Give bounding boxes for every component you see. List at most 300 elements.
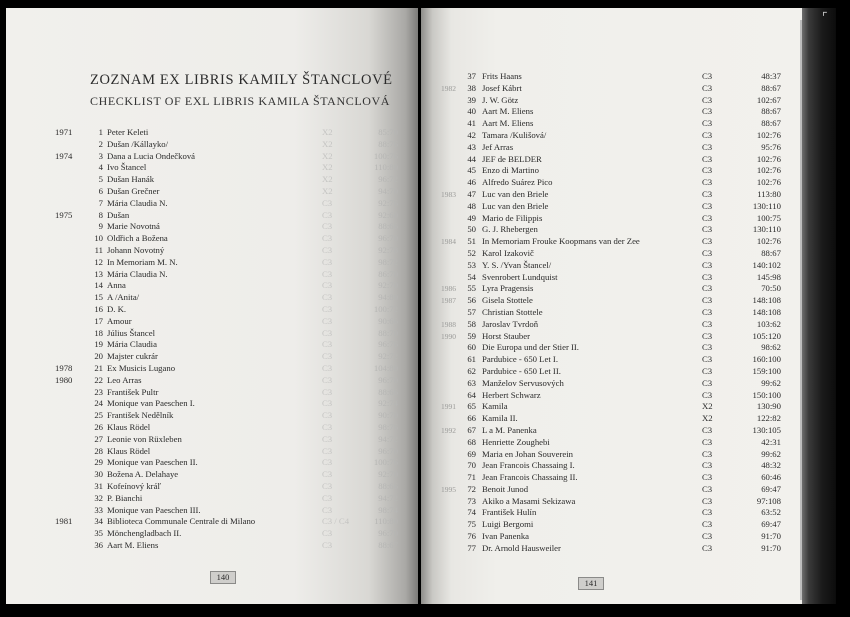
row-name: Jean Francois Chassaing II.: [482, 472, 578, 483]
row-technique: C3: [702, 460, 713, 471]
row-size: 91:70: [761, 531, 781, 542]
row-size: 130:90: [756, 401, 781, 412]
row-size: 150:100: [752, 389, 781, 400]
row-number: 56: [467, 295, 476, 306]
row-size: 91:70: [761, 542, 781, 553]
row-name: In Memoriam M. N.: [107, 256, 178, 267]
row-technique: C3: [702, 165, 713, 176]
row-technique: C3: [702, 200, 713, 211]
row-name: Ivan Panenka: [482, 531, 530, 542]
row-number: 50: [467, 224, 476, 235]
row-name: Božena A. Delahaye: [107, 469, 179, 480]
row-size: 140:102: [752, 259, 781, 270]
row-number: 15: [94, 292, 103, 303]
row-technique: C3: [322, 386, 333, 397]
row-number: 49: [467, 212, 476, 223]
row-size: 102:76: [756, 177, 781, 188]
row-technique: C3: [702, 129, 713, 140]
row-number: 68: [467, 436, 476, 447]
row-number: 8: [98, 209, 103, 220]
row-name: Amour: [107, 315, 132, 326]
checklist-row: [6, 304, 418, 316]
row-name: Henriette Zoughebi: [482, 436, 550, 447]
row-number: 28: [94, 445, 103, 456]
row-name: Mönchengladbach II.: [107, 528, 182, 539]
row-size: 88:67: [761, 82, 781, 93]
checklist-row: [421, 106, 802, 118]
row-year: 1980: [55, 374, 73, 385]
row-name: Kamila II.: [482, 413, 518, 424]
row-size: 99:62: [761, 377, 781, 388]
checklist-row: [6, 387, 418, 399]
row-technique: C3: [702, 106, 713, 117]
row-size: 96:76: [378, 339, 398, 350]
row-number: 57: [467, 306, 476, 317]
checklist-row: [421, 460, 802, 472]
checklist-row: [6, 127, 418, 139]
row-number: 72: [467, 483, 476, 494]
row-name: Leonie von Rüxleben: [107, 433, 182, 444]
row-number: 69: [467, 448, 476, 459]
row-technique: C3: [322, 362, 333, 373]
row-technique: C3: [322, 398, 333, 409]
row-size: 88:66: [378, 480, 398, 491]
checklist-left: [6, 127, 418, 552]
row-number: 59: [467, 330, 476, 341]
row-size: 94:72: [378, 433, 398, 444]
row-year: 1982: [441, 83, 456, 93]
row-technique: C3: [702, 118, 713, 129]
row-number: 6: [98, 185, 103, 196]
row-size: 96:70: [378, 445, 398, 456]
row-number: 53: [467, 259, 476, 270]
left-page: [6, 8, 418, 604]
row-name: Aart M. Eliens: [482, 118, 534, 129]
row-size: 88:70: [378, 327, 398, 338]
row-size: 102:76: [756, 129, 781, 140]
checklist-row: [421, 283, 802, 295]
row-number: 1: [98, 127, 103, 137]
row-number: 77: [467, 542, 476, 553]
checklist-row: [6, 516, 418, 528]
row-technique: X2: [702, 401, 713, 412]
row-size: 92:70: [378, 280, 398, 291]
row-size: 100:76: [373, 457, 398, 468]
checklist-row: [421, 307, 802, 319]
row-size: 88:67: [761, 118, 781, 129]
checklist-row: [421, 449, 802, 461]
row-technique: C3: [322, 469, 333, 480]
row-number: 35: [94, 528, 103, 539]
checklist-row: [421, 425, 802, 437]
row-number: 24: [94, 398, 103, 409]
checklist-row: [421, 507, 802, 519]
row-name: Dušan Grečner: [107, 185, 160, 196]
row-number: 36: [94, 539, 103, 550]
checklist-row: [421, 71, 802, 83]
row-name: Dr. Arnold Hausweiler: [482, 542, 561, 553]
row-name: Biblioteca Communale Centrale di Milano: [107, 516, 256, 527]
row-technique: C3: [702, 424, 713, 435]
row-size: 130:105: [752, 424, 781, 435]
checklist-row: [6, 457, 418, 469]
row-technique: C3: [322, 280, 333, 291]
row-number: 31: [94, 480, 103, 491]
row-name: Dana a Lucia Ondečková: [107, 150, 196, 161]
row-size: 88:76: [378, 138, 398, 149]
row-size: 90:70: [378, 410, 398, 421]
row-number: 3: [98, 150, 103, 161]
row-size: 69:47: [761, 519, 781, 530]
row-number: 71: [467, 472, 476, 483]
row-size: 98:76: [378, 421, 398, 432]
row-name: František Hulín: [482, 507, 537, 518]
row-number: 11: [94, 244, 103, 255]
row-size: 48:32: [761, 460, 781, 471]
row-number: 32: [94, 492, 103, 503]
row-size: 60:46: [761, 472, 781, 483]
row-technique: C3: [322, 221, 333, 232]
row-number: 45: [467, 165, 476, 176]
row-number: 60: [467, 342, 476, 353]
row-technique: X2: [322, 127, 333, 137]
checklist-row: [421, 213, 802, 225]
checklist-row: [6, 245, 418, 257]
checklist-row: [421, 484, 802, 496]
row-technique: C3: [702, 153, 713, 164]
row-size: 42:31: [761, 436, 781, 447]
checklist-row: [421, 390, 802, 402]
row-name: Y. S. /Yvan Štancel/: [482, 259, 552, 270]
checklist-row: [421, 224, 802, 236]
row-number: 51: [467, 236, 476, 247]
row-number: 10: [94, 233, 103, 244]
row-technique: C3: [322, 327, 333, 338]
checklist-row: [421, 437, 802, 449]
checklist-row: [6, 198, 418, 210]
row-technique: C3: [702, 542, 713, 553]
checklist-row: [421, 319, 802, 331]
checklist-row: [6, 375, 418, 387]
page-edge-line: [800, 20, 802, 600]
row-size: 88:66: [378, 386, 398, 397]
corner-mark-icon: ⌜: [822, 10, 828, 24]
row-name: Jaroslav Tvrdoň: [482, 318, 539, 329]
row-technique: C3: [702, 377, 713, 388]
row-name: P. Bianchi: [107, 492, 143, 503]
row-technique: C3: [702, 71, 713, 81]
row-technique: C3: [322, 433, 333, 444]
row-name: Dušan Hanák: [107, 174, 155, 185]
row-name: Dušan /Kállayko/: [107, 138, 169, 149]
checklist-row: [421, 260, 802, 272]
row-name: Jef Arras: [482, 141, 514, 152]
row-technique: C3: [322, 303, 333, 314]
checklist-row: [6, 139, 418, 151]
row-year: 1978: [55, 362, 73, 373]
row-size: 100:76: [373, 150, 398, 161]
checklist-row: [6, 434, 418, 446]
checklist-row: [421, 95, 802, 107]
checklist-row: [6, 363, 418, 375]
row-name: Manželov Servusových: [482, 377, 564, 388]
checklist-row: [6, 351, 418, 363]
row-number: 67: [467, 424, 476, 435]
row-size: 105:120: [752, 330, 781, 341]
checklist-row: [6, 151, 418, 163]
row-size: 88:67: [761, 106, 781, 117]
row-number: 39: [467, 94, 476, 105]
checklist-row: [421, 177, 802, 189]
checklist-row: [421, 472, 802, 484]
right-page: [421, 8, 802, 604]
checklist-row: [6, 292, 418, 304]
row-number: 75: [467, 519, 476, 530]
row-name: František Nedělník: [107, 410, 174, 421]
row-size: 88:67: [378, 539, 398, 550]
row-name: Karol Izakovič: [482, 247, 534, 258]
row-name: Herbert Schwarz: [482, 389, 541, 400]
checklist-row: [6, 328, 418, 340]
row-name: Lyra Pragensis: [482, 283, 534, 294]
row-technique: C3: [702, 82, 713, 93]
row-name: D. K.: [107, 303, 127, 314]
row-size: 102:76: [756, 236, 781, 247]
row-number: 61: [467, 354, 476, 365]
row-size: 100:72: [373, 303, 398, 314]
row-number: 25: [94, 410, 103, 421]
checklist-row: [421, 142, 802, 154]
row-technique: C3: [702, 365, 713, 376]
checklist-row: [421, 83, 802, 95]
row-number: 20: [94, 351, 103, 362]
row-size: 94:80: [378, 292, 398, 303]
row-technique: C3: [702, 271, 713, 282]
row-year: 1992: [441, 425, 456, 435]
row-size: 92:72: [378, 351, 398, 362]
row-name: Aart M. Eliens: [107, 539, 159, 550]
row-name: Kamila: [482, 401, 508, 412]
row-year: 1995: [441, 484, 456, 494]
row-year: 1990: [441, 331, 456, 341]
checklist-row: [421, 413, 802, 425]
row-name: Aart M. Eliens: [482, 106, 534, 117]
row-number: 29: [94, 457, 103, 468]
row-technique: C3: [702, 259, 713, 270]
row-name: Luc van den Briele: [482, 200, 549, 211]
row-name: Frits Haans: [482, 71, 522, 81]
row-number: 58: [467, 318, 476, 329]
row-size: 110:80: [374, 516, 398, 527]
row-name: Mária Claudia: [107, 339, 157, 350]
row-year: 1983: [441, 189, 456, 199]
row-technique: C3: [322, 244, 333, 255]
checklist-row: [421, 118, 802, 130]
row-number: 9: [98, 221, 103, 232]
checklist-row: [421, 236, 802, 248]
row-number: 41: [467, 118, 476, 129]
row-size: 98:62: [761, 342, 781, 353]
row-technique: C3: [322, 197, 333, 208]
row-name: Die Europa und der Stier II.: [482, 342, 579, 353]
row-technique: C3: [702, 212, 713, 223]
checklist-row: [421, 272, 802, 284]
row-number: 19: [94, 339, 103, 350]
row-technique: C3: [322, 492, 333, 503]
row-technique: C3: [702, 188, 713, 199]
row-size: 102:76: [756, 165, 781, 176]
checklist-row: [6, 174, 418, 186]
row-number: 42: [467, 129, 476, 140]
row-number: 17: [94, 315, 103, 326]
row-size: 97:108: [756, 495, 781, 506]
checklist-row: [6, 162, 418, 174]
row-number: 73: [467, 495, 476, 506]
row-technique: C3: [702, 94, 713, 105]
row-name: Mária Claudia N.: [107, 268, 168, 279]
row-size: 148:108: [752, 295, 781, 306]
row-name: Marie Novotná: [107, 221, 160, 232]
row-number: 18: [94, 327, 103, 338]
row-technique: C3: [702, 295, 713, 306]
row-size: 160:100: [752, 354, 781, 365]
row-name: Anna: [107, 280, 126, 291]
row-number: 7: [98, 197, 103, 208]
row-technique: X2: [322, 162, 333, 173]
row-number: 43: [467, 141, 476, 152]
row-name: L a M. Panenka: [482, 424, 537, 435]
row-number: 65: [467, 401, 476, 412]
row-name: Ex Musicis Lugano: [107, 362, 176, 373]
checklist-row: [421, 189, 802, 201]
row-name: Pardubice - 650 Let II.: [482, 365, 561, 376]
row-size: 130:110: [752, 200, 781, 211]
page-number-left: 140: [210, 571, 236, 584]
row-technique: C3: [702, 342, 713, 353]
row-technique: C3: [322, 457, 333, 468]
checklist-row: [6, 280, 418, 292]
row-name: Benoit Junod: [482, 483, 529, 494]
row-size: 98:72: [378, 256, 398, 267]
row-number: 74: [467, 507, 476, 518]
row-technique: C3: [322, 256, 333, 267]
row-number: 37: [467, 71, 476, 81]
row-name: Tamara /Kulišová/: [482, 129, 547, 140]
row-technique: C3: [702, 236, 713, 247]
checklist-row: [6, 316, 418, 328]
checklist-row: [6, 186, 418, 198]
row-number: 34: [94, 516, 103, 527]
row-number: 22: [94, 374, 103, 385]
row-technique: C3: [322, 504, 333, 515]
row-name: Luigi Bergomi: [482, 519, 534, 530]
checklist-row: [421, 201, 802, 213]
checklist-row: [421, 531, 802, 543]
row-technique: C3: [322, 268, 333, 279]
row-name: Monique van Paeschen III.: [107, 504, 201, 515]
row-name: Peter Keleti: [107, 127, 149, 137]
row-year: 1988: [441, 319, 456, 329]
row-number: 66: [467, 413, 476, 424]
row-number: 47: [467, 188, 476, 199]
row-size: 159:100: [752, 365, 781, 376]
checklist-row: [6, 221, 418, 233]
checklist-row: [6, 493, 418, 505]
row-technique: X2: [702, 413, 713, 424]
checklist-row: [421, 130, 802, 142]
row-size: 145:98: [756, 271, 781, 282]
checklist-row: [6, 540, 418, 552]
checklist-row: [6, 410, 418, 422]
row-number: 40: [467, 106, 476, 117]
row-number: 13: [94, 268, 103, 279]
row-size: 70:50: [761, 283, 781, 294]
checklist-row: [6, 233, 418, 245]
row-technique: C3: [702, 177, 713, 188]
row-name: Gisela Stottele: [482, 295, 533, 306]
row-year: 1987: [441, 296, 456, 306]
row-size: 63:52: [761, 507, 781, 518]
row-name: Christian Stottele: [482, 306, 543, 317]
row-size: 86:70: [378, 268, 398, 279]
row-number: 76: [467, 531, 476, 542]
row-size: 96:70: [378, 528, 398, 539]
row-size: 92:70: [378, 469, 398, 480]
row-name: Horst Stauber: [482, 330, 531, 341]
checklist-row: [6, 398, 418, 410]
row-technique: C3: [702, 318, 713, 329]
row-technique: C3: [322, 539, 333, 550]
row-year: 1971: [55, 127, 73, 137]
row-name: Ivo Štancel: [107, 162, 147, 173]
row-number: 48: [467, 200, 476, 211]
checklist-row: [6, 481, 418, 493]
row-number: 62: [467, 365, 476, 376]
row-technique: C3: [702, 519, 713, 530]
row-number: 64: [467, 389, 476, 400]
checklist-row: [421, 248, 802, 260]
row-name: Kofeínový kráľ: [107, 480, 161, 491]
row-technique: C3: [322, 374, 333, 385]
row-number: 30: [94, 469, 103, 480]
row-name: G. J. Rhebergen: [482, 224, 538, 235]
row-number: 46: [467, 177, 476, 188]
page-number-right: 141: [578, 577, 604, 590]
row-technique: C3: [322, 410, 333, 421]
row-size: 96:70: [378, 374, 398, 385]
row-technique: C3: [702, 436, 713, 447]
row-technique: C3: [702, 507, 713, 518]
row-size: 103:62: [756, 318, 781, 329]
checklist-row: [6, 339, 418, 351]
row-size: 122:82: [756, 413, 781, 424]
row-technique: C3: [702, 247, 713, 258]
row-number: 70: [467, 460, 476, 471]
row-technique: C3: [702, 389, 713, 400]
row-technique: C3: [322, 315, 333, 326]
checklist-row: [421, 366, 802, 378]
row-name: Mario de Filippis: [482, 212, 543, 223]
checklist-row: [421, 154, 802, 166]
row-name: Mária Claudia N.: [107, 197, 168, 208]
row-technique: C3: [322, 209, 333, 220]
row-name: JEF de BELDER: [482, 153, 542, 164]
row-name: Klaus Rödel: [107, 445, 151, 456]
checklist-row: [6, 528, 418, 540]
row-size: 102:67: [756, 94, 781, 105]
row-number: 21: [94, 362, 103, 373]
row-technique: C3: [322, 339, 333, 350]
